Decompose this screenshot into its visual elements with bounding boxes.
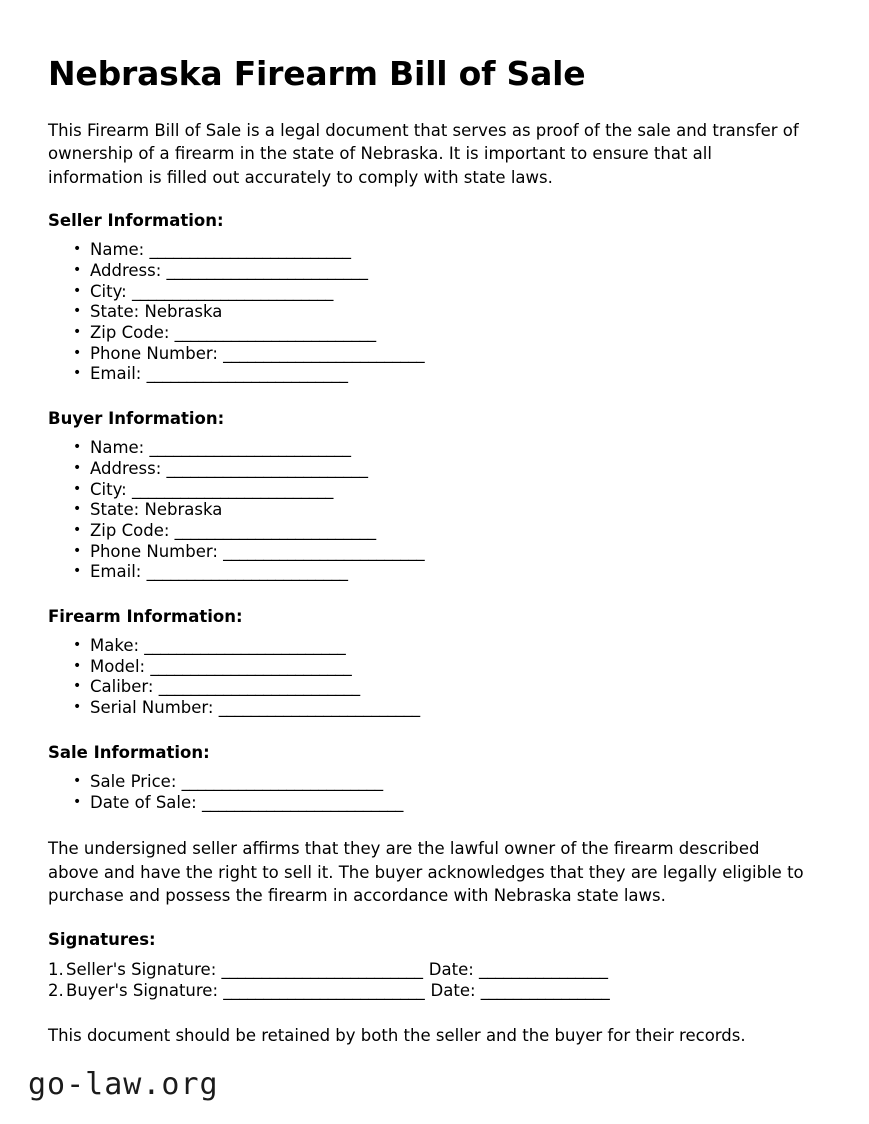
field-value[interactable]: _________________________	[174, 323, 376, 343]
field-value[interactable]: _________________________	[158, 677, 360, 697]
list-item	[90, 323, 821, 344]
field-label: Name:	[90, 240, 145, 260]
field-label: Serial Number:	[90, 698, 214, 718]
date-line[interactable]: ________________	[479, 959, 608, 979]
seller-information-heading: Seller Information:	[48, 211, 224, 231]
field-label: Make:	[90, 636, 140, 656]
list-item	[90, 282, 821, 303]
list-item	[90, 677, 821, 698]
field-value[interactable]: _________________________	[144, 636, 346, 656]
field-value[interactable]: _________________________	[201, 792, 404, 812]
field-value[interactable]: _________________________	[146, 562, 348, 582]
list-item	[90, 480, 821, 501]
buyer-information-heading: Buyer Information:	[48, 409, 225, 429]
signature-line[interactable]: _________________________	[221, 959, 423, 979]
signature-list	[48, 959, 821, 1003]
field-value[interactable]: _________________________	[166, 260, 368, 280]
affirmation-paragraph: The undersigned seller affirms that they are the lawful owner of the firearm described above and have the right to sell it. The buyer acknowledges that they are legally eligible to purchase and possess the firearm in accordance with Nebraska state laws.	[48, 839, 804, 906]
field-value[interactable]: _________________________	[149, 240, 351, 260]
field-label: Email:	[90, 562, 142, 582]
field-value[interactable]: _________________________	[166, 458, 368, 478]
field-label: Zip Code:	[90, 323, 170, 343]
field-value[interactable]: _________________________	[223, 541, 425, 561]
date-label: Date:	[428, 959, 474, 979]
list-item	[90, 657, 821, 678]
signature-line[interactable]: _________________________	[223, 981, 425, 1001]
field-label: State:	[90, 302, 140, 322]
firearm-information-heading: Firearm Information:	[48, 607, 243, 627]
signature-label: Seller's Signature:	[66, 959, 217, 979]
field-value[interactable]: _________________________	[150, 656, 352, 676]
field-value: Nebraska	[144, 500, 223, 520]
field-label: Zip Code:	[90, 520, 170, 540]
field-label: Address:	[90, 458, 162, 478]
field-label: Sale Price:	[90, 771, 177, 791]
sale-field-list	[48, 772, 821, 813]
field-value[interactable]: _________________________	[218, 698, 420, 718]
field-value[interactable]: _________________________	[146, 364, 348, 384]
list-item	[90, 698, 821, 719]
site-watermark: go-law.org	[28, 1067, 219, 1102]
sale-information-heading: Sale Information:	[48, 742, 210, 762]
table-row	[66, 980, 821, 1002]
list-item	[90, 364, 821, 385]
field-value[interactable]: _________________________	[223, 343, 425, 363]
field-value[interactable]: _________________________	[181, 771, 383, 791]
signatures-heading: Signatures:	[48, 929, 156, 949]
date-label: Date:	[430, 981, 476, 1001]
field-label: City:	[90, 479, 127, 499]
buyer-field-list	[48, 438, 821, 583]
page-title: Nebraska Firearm Bill of Sale	[48, 54, 586, 93]
list-item	[90, 636, 821, 657]
seller-field-list	[48, 240, 821, 385]
field-label: Phone Number:	[90, 343, 218, 363]
list-item	[90, 521, 821, 542]
list-item	[90, 459, 821, 480]
field-value[interactable]: _________________________	[149, 438, 351, 458]
field-label: Address:	[90, 260, 162, 280]
list-item	[90, 542, 821, 563]
signature-label: Buyer's Signature:	[66, 981, 219, 1001]
list-item	[90, 302, 821, 323]
list-item	[90, 500, 821, 521]
field-value[interactable]: _________________________	[131, 479, 334, 499]
field-value[interactable]: _________________________	[174, 520, 376, 540]
field-value[interactable]: _________________________	[131, 281, 334, 301]
list-item	[90, 438, 821, 459]
field-label: State:	[90, 500, 140, 520]
field-label: Date of Sale:	[90, 792, 197, 812]
field-value: Nebraska	[144, 302, 223, 322]
list-item	[90, 772, 821, 793]
list-item	[90, 261, 821, 282]
date-line[interactable]: ________________	[480, 981, 610, 1001]
field-label: Model:	[90, 656, 146, 676]
intro-paragraph: This Firearm Bill of Sale is a legal document that serves as proof of the sale and transfer of ownership of a firearm in the state of Nebraska. It is important to ensure that all information is filled out accurately to comply with state laws.	[48, 120, 799, 187]
field-label: Name:	[90, 438, 145, 458]
list-item	[90, 344, 821, 365]
list-item	[90, 240, 821, 261]
list-item	[90, 562, 821, 583]
field-label: Email:	[90, 364, 142, 384]
closing-paragraph: This document should be retained by both the seller and the buyer for their records.	[48, 1026, 746, 1046]
field-label: City:	[90, 281, 127, 301]
firearm-field-list	[48, 636, 821, 719]
field-label: Caliber:	[90, 677, 154, 697]
table-row	[66, 959, 821, 981]
field-label: Phone Number:	[90, 541, 218, 561]
list-item	[90, 793, 821, 814]
